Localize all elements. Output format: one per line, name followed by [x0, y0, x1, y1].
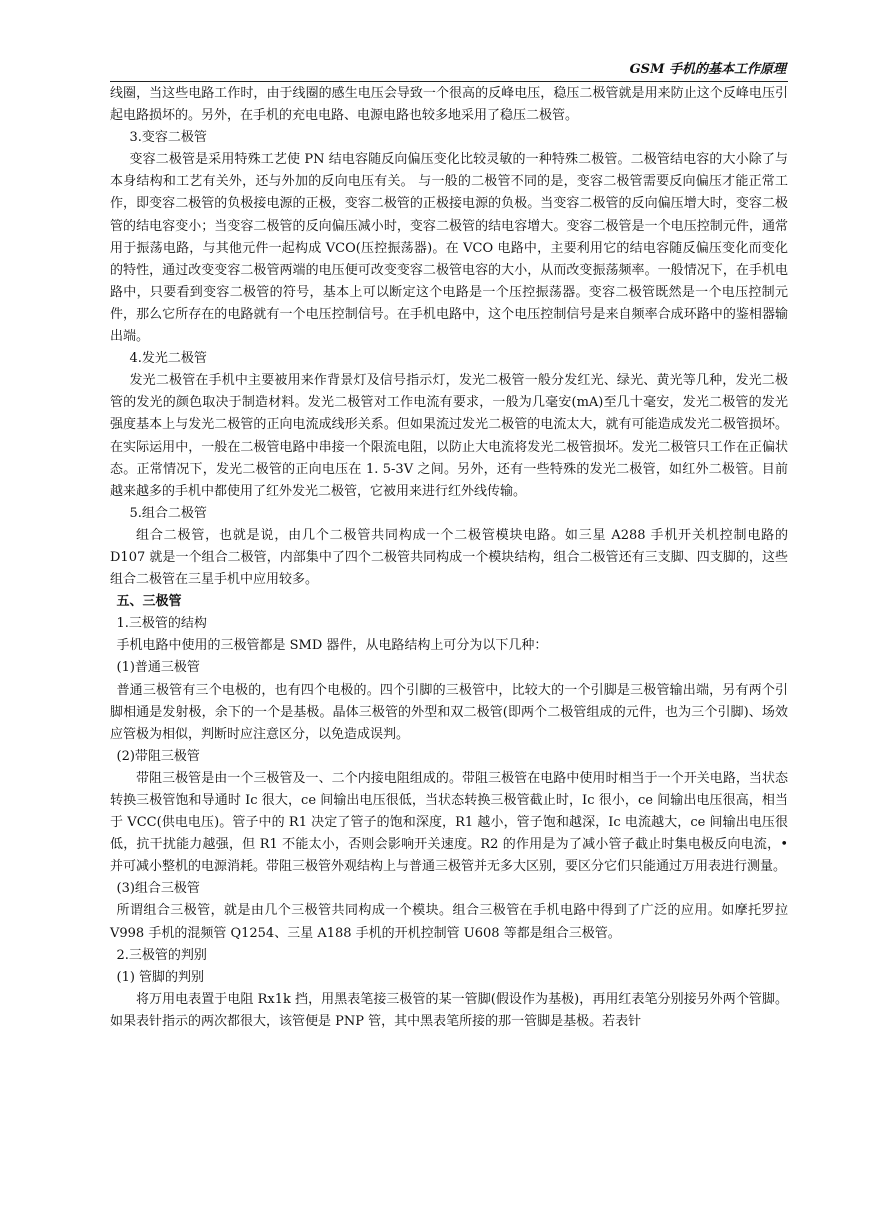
item-heading-normal-transistor: (1)普通三极管: [116, 660, 200, 676]
subsection-heading-structure: 1.三极管的结构: [116, 616, 207, 632]
body-paragraph: 带阻三极管是由一个三极管及一、二个内接电阻组成的。带阻三极管在电路中使用时相当于一个开关电路，当状态转换三极管饱和导通时 Ic 很大，ce 间输出电压很低，当状态转换三极管截止时，Ic 很小，ce 间输出电压很高，相当于 VCC(供电电压)。管子中的 R1 决定了管子的饱和深度，R1 越小，管子饱和越深，Ic 电流越大，ce 间输出电压很低，抗干扰能力越强，但 R1 不能太小，否则会影响开关速度。R2 的作用是为了减小管子截止时集电极反向电流，• 并可减小整机的电源消耗。带阻三极管外观结构上与普通三极管并无多大区别，要区分它们只能通过万用表进行测量。: [110, 770, 788, 875]
subsection-heading-varactor: 3.变容二极管: [129, 130, 207, 146]
document-body: [110, 83, 788, 1033]
page-header-title: GSM 手机的基本工作原理: [629, 62, 786, 77]
subsection-heading-combo-diode: 5.组合二极管: [129, 505, 207, 521]
body-paragraph: 将万用电表置于电阻 Rx1k 挡，用黑表笔接三极管的某一管脚(假设作为基极)，再用红表笔分别接另外两个管脚。如果表针指示的两次都很大，该管便是 PNP 管，其中黑表笔所接的那一管脚是基极。若表针: [110, 991, 788, 1029]
body-paragraph: 所谓组合三极管，就是由几个三极管共同构成一个模块。组合三极管在手机电路中得到了广泛的应用。如摩托罗拉 V998 手机的混频管 Q1254、三星 A188 手机的开机控制管 U608 等都是组合三极管。: [110, 903, 788, 941]
body-paragraph: 组合二极管，也就是说，由几个二极管共同构成一个二极管模块电路。如三星 A288 手机开关机控制电路的 D107 就是一个组合二极管，内部集中了四个二极管共同构成一个模块结构，组合二极管还有三支脚、四支脚的，这些组合二极管在三星手机中应用较多。: [110, 527, 788, 588]
body-paragraph: 手机电路中使用的三极管都是 SMD 器件，从电路结构上可分为以下几种：: [116, 638, 548, 654]
subsection-heading-led: 4.发光二极管: [129, 351, 207, 367]
header-divider: [110, 81, 788, 82]
item-heading-pin-identification: (1) 管脚的判别: [116, 969, 205, 985]
subsection-heading-identification: 2.三极管的判别: [116, 947, 207, 963]
body-paragraph: 发光二极管在手机中主要被用来作背景灯及信号指示灯，发光二极管一般分发红光、绿光、黄光等几种，发光二极管的发光的颜色取决于制造材料。发光二极管对工作电流有要求，一般为几毫安(mA)至几十毫安，发光二极管的发光强度基本上与发光二极管的正向电流成线形关系。但如果流过发光二极管的电流太大，就有可能造成发光二极管损坏。在实际运用中，一般在二极管电路中串接一个限流电阻，以防止大电流将发光二极管损坏。发光二极管只工作在正偏状态。正常情况下，发光二极管的正向电压在 1. 5-3V 之间。另外，还有一些特殊的发光二极管，如红外二极管。目前越来越多的手机中都使用了红外发光二极管，它被用来进行红外线传输。: [110, 373, 788, 499]
body-paragraph: 普通三极管有三个电极的，也有四个电极的。四个引脚的三极管中，比较大的一个引脚是三极管输出端，另有两个引脚相通是发射极，余下的一个是基极。晶体三极管的外型和双二极管(即两个二极管组成的元件，也为三个引脚)、场效应管极为相似，判断时应注意区分，以免造成误判。: [110, 682, 788, 742]
item-heading-resistor-transistor: (2)带阻三极管: [116, 748, 200, 764]
body-paragraph: 线圈，当这些电路工作时，由于线圈的感生电压会导致一个很高的反峰电压，稳压二极管就是用来防止这个反峰电压引起电路损坏的。另外，在手机的充电电路、电源电路也较多地采用了稳压二极管。: [110, 86, 788, 124]
body-paragraph: 变容二极管是采用特殊工艺使 PN 结电容随反向偏压变化比较灵敏的一种特殊二极管。二极管结电容的大小除了与本身结构和工艺有关外，还与外加的反向电压有关。 与一般的二极管不同的是，变容二极管需要反向偏压才能正常工作，即变容二极管的负极接电源的正极，变容二极管的正极接电源的负极。当变容二极管的反向偏压增大时，变容二极管的结电容变小；当变容二极管的反向偏压减小时，变容二极管的结电容增大。变容二极管是一个电压控制元件，通常用于振荡电路，与其他元件一起构成 VCO(压控振荡器)。在 VCO 电路中，主要利用它的结电容随反偏压变化而变化的特性，通过改变变容二极管两端的电压便可改变变容二极管电容的大小，从而改变振荡频率。一般情况下，在手机电路中，只要看到变容二极管的符号，基本上可以断定这个电路是一个压控振荡器。变容二极管既然是一个电压控制元件，那么它所存在的电路就有一个电压控制信号。在手机电路中，这个电压控制信号是来自频率合成环路中的鉴相器输出端。: [110, 152, 788, 345]
item-heading-combo-transistor: (3)组合三极管: [116, 881, 200, 897]
section-heading-transistor: 五、三极管: [116, 594, 182, 610]
